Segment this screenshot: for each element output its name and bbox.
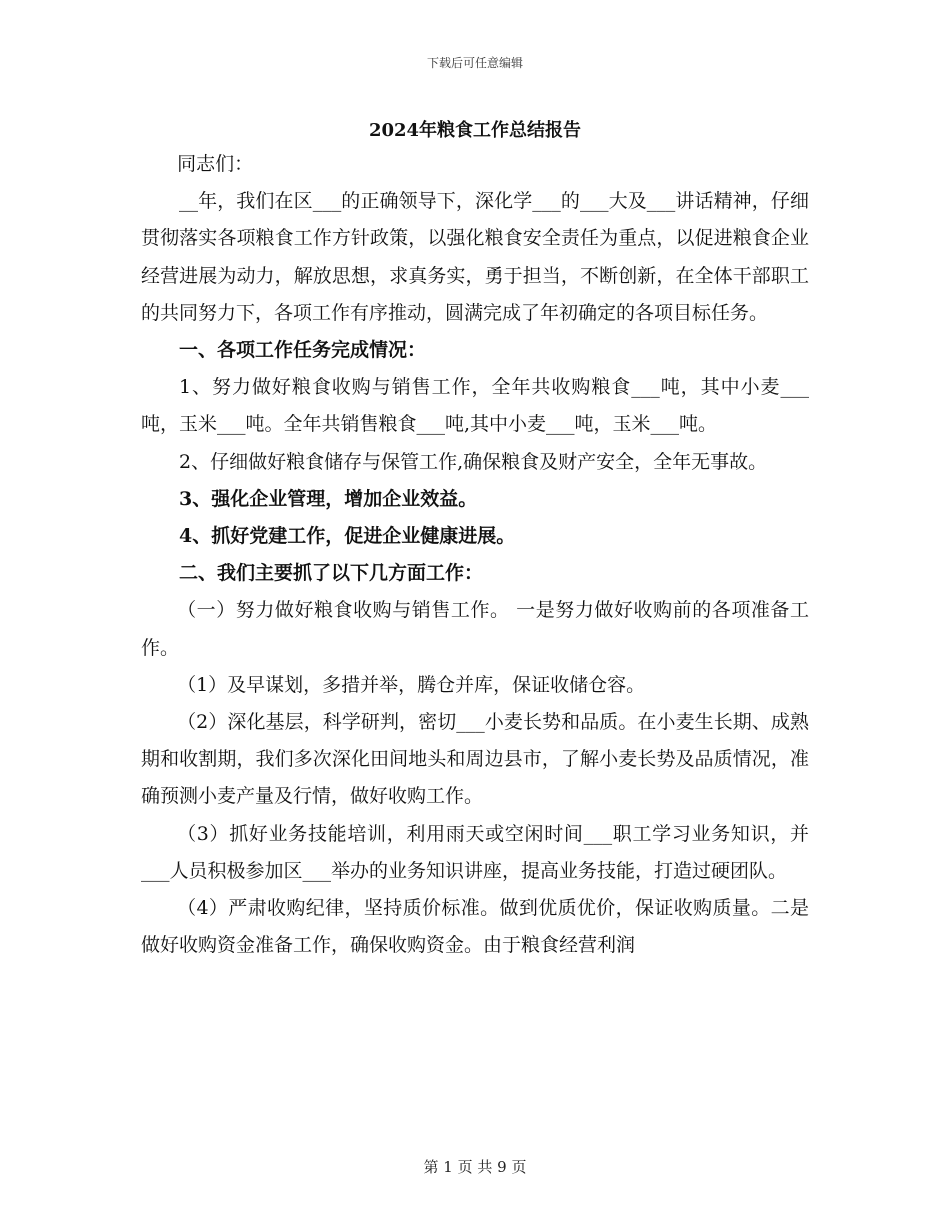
page-number: 第 1 页 共 9 页 [423, 1158, 527, 1176]
paragraph-item-4: 4、抓好党建工作，促进企业健康进展。 [179, 525, 516, 548]
paragraph-item-2: 2、仔细做好粮食储存与保管工作,确保粮食及财产安全，全年无事故。 [179, 450, 768, 473]
salutation: 同志们： [177, 153, 254, 175]
section-heading-1: 一、各项工作任务完成情况： [179, 339, 427, 362]
paragraph-item-3: 3、强化企业管理，增加企业效益。 [179, 487, 478, 510]
page-header-note: 下载后可任意编辑 [426, 56, 523, 70]
section-heading-2: 二、我们主要抓了以下几方面工作： [179, 562, 484, 585]
subsection-1: （一）努力做好粮食收购与销售工作。 一是努力做好收购前的各项准备工作。 [141, 599, 809, 659]
list-item-2: （2）深化基层，科学研判，密切___小麦长势和品质。在小麦生长期、成熟期和收割期，我们多次深化田间地头和周边县市，了解小麦长势及品质情况，准确预测小麦产量及行情，做好收购工作。 [141, 711, 809, 808]
list-item-1: （1）及早谋划，多措并举，腾仓并库，保证收储仓容。 [177, 673, 646, 696]
paragraph-item-1: 1、努力做好粮食收购与销售工作，全年共收购粮食___吨，其中小麦___吨，玉米___吨。全年共销售粮食___吨,其中小麦___吨，玉米___吨。 [141, 376, 809, 436]
document-body [141, 146, 809, 964]
list-item-4: （4）严肃收购纪律，坚持质价标准。做到优质优价，保证收购质量。二是做好收购资金准备工作，确保收购资金。由于粮食经营利润 [141, 897, 809, 957]
list-item-3: （3）抓好业务技能培训，利用雨天或空闲时间___职工学习业务知识，并___人员积极参加区___举办的业务知识讲座，提高业务技能，打造过硬团队。 [141, 822, 809, 882]
document-title: 2024年粮食工作总结报告 [368, 120, 582, 141]
paragraph-intro: __年，我们在区___的正确领导下，深化学___的___大及___讲话精神，仔细贯彻落实各项粮食工作方针政策，以强化粮食安全责任为重点，以促进粮食企业经营进展为动力，解放思想，求真务实，勇于担当，不断创新，在全体干部职工的共同努力下，各项工作有序推动，圆满完成了年初确定的各项目标任务。 [141, 190, 809, 324]
